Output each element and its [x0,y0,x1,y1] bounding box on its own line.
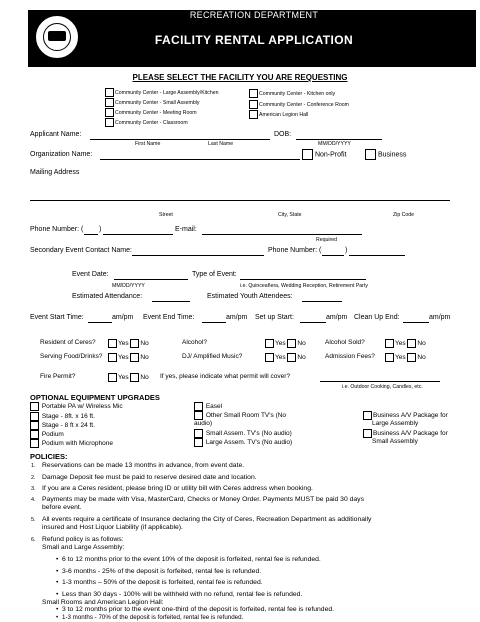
street-hint: Street [159,212,173,218]
youth-label: Estimated Youth Attendees: [207,293,293,300]
cleanup-input[interactable] [403,314,429,323]
zip-hint: Zip Code [393,212,415,218]
start-time-label: Event Start Time: [30,314,84,321]
refund-bullet: • 3 to 12 months prior to the event one-third of the deposit is forfeited, rental fee is refunded. [62,606,334,613]
permit-question: If yes, please indicate what permit will cover? [160,373,291,380]
non-profit-option[interactable]: Non-Profit [302,149,346,160]
serving-yes-no[interactable]: Yes No [108,353,149,362]
checkbox[interactable] [385,339,394,348]
event-date-input[interactable] [114,271,188,280]
dob-input[interactable] [296,131,382,140]
equipment-option[interactable]: Business A/V Package for [363,411,448,420]
checkbox[interactable] [30,430,39,439]
attendance-input[interactable] [152,293,190,302]
email-label: E-mail: [175,226,197,233]
permit-input[interactable] [320,373,440,382]
equipment-option-continued: audio) [194,420,213,427]
email-required-hint: Required [316,237,338,243]
alcohol-question: Alcohol? [182,339,207,346]
alcohol-sold-question: Alcohol Sold? [325,339,365,346]
equipment-option[interactable]: Stage - 8ft. x 16 ft. [30,412,95,421]
phone2-label: Phone Number: ( [268,247,322,254]
facility-option[interactable]: Community Center - Conference Room [249,100,349,109]
dob-format-hint: MM/DD/YYYY [318,141,351,147]
phone-area-input[interactable] [84,226,98,235]
checkbox[interactable] [30,412,39,421]
applicant-name-input[interactable] [90,131,270,140]
checkbox[interactable] [287,353,296,362]
secondary-contact-input[interactable] [132,247,264,256]
policy-item: 6. Refund policy is as follows: [31,536,124,543]
policy-item: 3. If you are a Ceres resident, please bring ID or utility bill with Ceres address when booking. [31,485,313,492]
checkbox[interactable] [105,98,114,107]
checkbox[interactable] [194,402,203,411]
secondary-contact-label: Secondary Event Contact Name: [30,247,132,254]
event-type-input[interactable] [240,271,366,280]
equipment-option[interactable]: Stage - 8 ft x 24 ft. [30,421,95,430]
equipment-heading: OPTIONAL EQUIPMENT UPGRADES [30,393,160,402]
facility-option[interactable]: American Legion Hall [249,110,308,119]
event-type-label: Type of Event: [192,271,237,278]
checkbox[interactable] [130,373,139,382]
checkbox[interactable] [105,118,114,127]
facility-option[interactable]: Community Center - Classroom [105,118,188,127]
dj-question: DJ/ Amplified Music? [182,353,243,360]
checkbox[interactable] [30,402,39,411]
event-date-format-hint: MM/DD/YYYY [112,283,145,289]
refund-bullet: • 1-3 months – 50% of the deposit is forfeited, rental fee is refunded. [62,579,263,586]
equipment-option-continued: Small Assembly [372,438,418,445]
facility-option[interactable]: Community Center - Meeting Room [105,108,197,117]
checkbox[interactable] [302,149,313,160]
first-name-hint: First Name [135,141,161,147]
attendance-label: Estimated Attendance: [72,293,143,300]
phone2-input[interactable] [349,247,405,256]
checkbox[interactable] [108,339,117,348]
organization-input[interactable] [100,151,300,160]
phone-paren: ) [99,226,102,233]
setup-label: Set up Start: [255,314,294,321]
checkbox[interactable] [265,353,274,362]
refund-bullet: • 6 to 12 months prior to the event 10% of the deposit is forfeited, rental fee is refunded. [62,556,321,563]
phone-input[interactable] [103,226,173,235]
resident-question: Resident of Ceres? [40,339,96,346]
cleanup-ampm: am/pm [429,314,451,321]
dob-label: DOB: [274,131,292,138]
fire-yes-no[interactable]: Yes No [108,373,149,382]
admission-yes-no[interactable]: Yes No [385,353,426,362]
fire-question: Fire Permit? [40,373,76,380]
checkbox[interactable] [385,353,394,362]
end-time-label: Event End Time: [143,314,195,321]
equipment-option[interactable]: Podium with Microphone [30,439,113,448]
checkbox[interactable] [105,88,114,97]
mailing-address-input[interactable] [30,200,450,201]
refund-bullet: • Less than 30 days - 100% will be withheld with no refund, rental fee is refunded. [62,591,302,598]
checkbox[interactable] [130,353,139,362]
policy-item-continued: before event. [42,504,82,511]
equipment-option[interactable]: Portable PA w/ Wireless Mic [30,402,123,411]
alcohol-yes-no[interactable]: Yes No [265,339,306,348]
checkbox[interactable] [407,353,416,362]
checkbox[interactable] [363,429,372,438]
department-name: RECREATION DEPARTMENT [189,10,319,20]
phone-label: Phone Number: ( [30,226,84,233]
equipment-option[interactable]: Business A/V Package for [363,429,448,438]
mailing-address-label: Mailing Address [30,169,80,176]
checkbox[interactable] [105,108,114,117]
admission-question: Admission Fees? [325,353,375,360]
organization-label: Organization Name: [30,151,93,158]
checkbox[interactable] [108,373,117,382]
checkbox[interactable] [287,339,296,348]
phone2-area-input[interactable] [322,247,344,256]
facility-option[interactable]: Community Center - Kitchen only [249,89,335,98]
alcohol-sold-yes-no[interactable]: Yes No [385,339,426,348]
checkbox[interactable] [194,429,203,438]
checkbox[interactable] [30,439,39,448]
email-input[interactable] [202,226,362,235]
checkbox[interactable] [407,339,416,348]
resident-yes-no[interactable]: Yes No [108,339,149,348]
small-rooms-heading: Small Rooms and American Legion Hall: [42,599,164,606]
refund-bullet: • 3-6 months - 25% of the deposit is forfeited, rental fee is refunded. [62,568,261,575]
start-time-input[interactable] [88,314,112,323]
equipment-option[interactable]: Other Small Room TV's (No [194,411,286,420]
checkbox[interactable] [363,411,372,420]
equipment-option[interactable]: Large Assem. TV's (No audio) [194,438,292,447]
checkbox[interactable] [265,339,274,348]
policies-heading: POLICIES: [30,452,68,461]
policy-item: 5. All events require a certificate of Insurance declaring the City of Ceres, Recreation Department as additionally [31,516,372,523]
policy-item: 1. Reservations can be made 13 months in advance, from event date. [31,462,245,469]
checkbox[interactable] [365,149,376,160]
policy-item-continued: insured and Host Liquor Liability (if applicable). [42,524,183,531]
business-option[interactable]: Business [365,149,406,160]
equipment-option[interactable]: Easel [194,402,222,411]
checkbox[interactable] [249,110,258,119]
setup-ampm: am/pm [326,314,348,321]
policy-item: 2. Damage Deposit fee must be paid to reserve desired date and location. [31,474,257,481]
policy-item: 4. Payments may be made with Visa, MasterCard, Checks or Money Order. Payments MUST be paid 30 days [31,496,364,503]
policy-subheading: Small and Large Assembly: [42,544,125,551]
checkbox[interactable] [130,339,139,348]
checkbox[interactable] [30,421,39,430]
facility-option[interactable]: Community Center - Large Assembly/Kitchen [105,88,219,97]
checkbox[interactable] [249,89,258,98]
equipment-option-continued: Large Assembly [372,420,419,427]
last-name-hint: Last Name [208,141,234,147]
end-ampm: am/pm [226,314,248,321]
checkbox[interactable] [108,353,117,362]
end-time-input[interactable] [202,314,226,323]
checkbox[interactable] [194,411,203,420]
checkbox[interactable] [249,100,258,109]
dj-yes-no[interactable]: Yes No [265,353,306,362]
equipment-option[interactable]: Small Assem. TV's (No audio) [194,429,292,438]
start-ampm: am/pm [112,314,134,321]
applicant-name-label: Applicant Name: [30,131,82,138]
facility-option[interactable]: Community Center - Small Assembly [105,98,199,107]
facility-heading: PLEASE SELECT THE FACILITY YOU ARE REQUESTING [132,73,348,82]
serving-question: Serving Food/Drinks? [40,353,103,360]
equipment-option[interactable]: Podium [30,430,64,439]
form-title: FACILITY RENTAL APPLICATION [154,33,354,47]
phone2-paren: ) [345,247,348,254]
youth-input[interactable] [302,293,342,302]
setup-input[interactable] [300,314,326,323]
city-state-hint: City, State [278,212,302,218]
event-type-hint: i.e. Quinceañera, Wedding Reception, Retirement Party [240,283,368,289]
event-date-label: Event Date: [72,271,109,278]
permit-hint: i.e. Outdoor Cooking, Candles, etc. [342,384,423,390]
refund-bullet: • 1-3 months - 70% of the deposit is forfeited, rental fee is refunded. [62,614,243,621]
checkbox[interactable] [194,438,203,447]
cleanup-label: Clean Up End: [354,314,400,321]
